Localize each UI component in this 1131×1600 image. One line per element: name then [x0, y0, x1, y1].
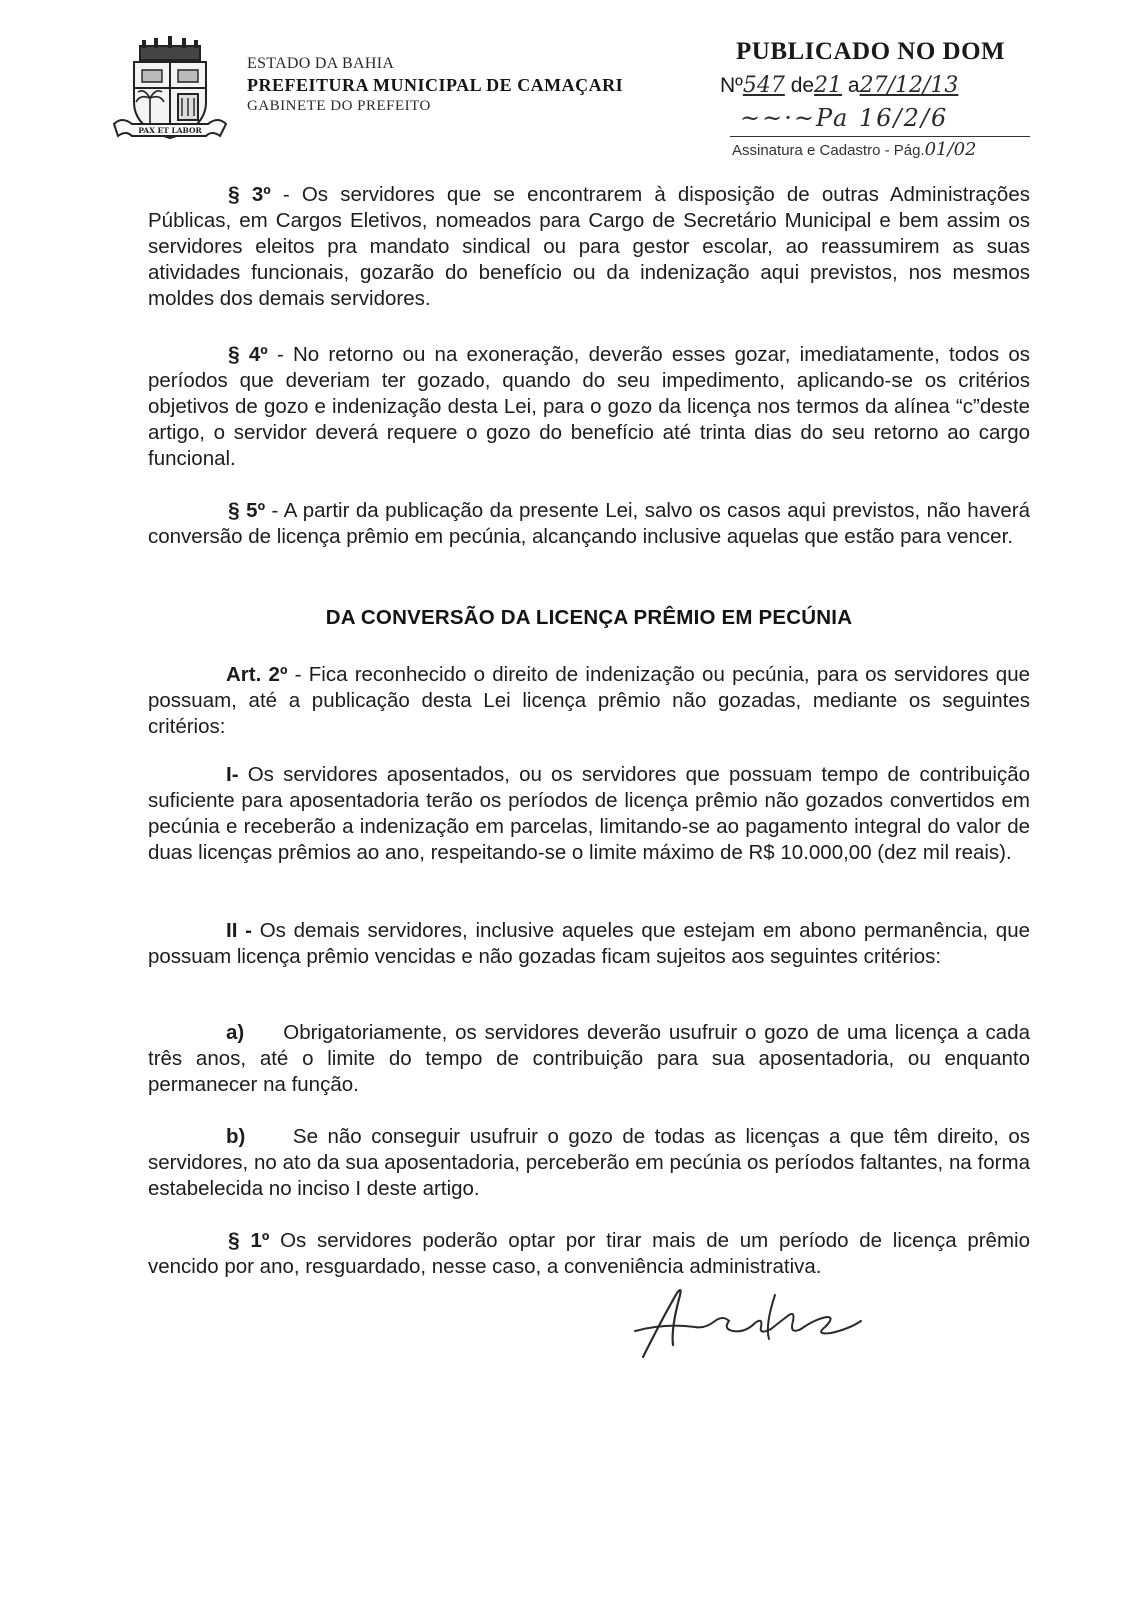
section-symbol: §	[228, 183, 240, 206]
stamp-date-from: 21	[814, 73, 843, 98]
crest-motto: PAX ET LABOR	[138, 126, 202, 135]
paragraph-1	[148, 1228, 1030, 1280]
stamp-signature-line	[732, 139, 976, 160]
handwritten-signature-icon	[625, 1285, 885, 1365]
stamp-date-to: 27/12/13	[859, 73, 959, 98]
section-symbol: §	[228, 1229, 240, 1252]
stamp-a-label: a	[847, 74, 860, 97]
section-symbol: §	[228, 343, 240, 366]
section-symbol: §	[228, 499, 240, 522]
paragraph-text: - A partir da publicação da presente Lei, salvo os casos aqui previstos, não haverá conversão de licença prêmio em pecúnia, alcançando inclusive aquelas que estão para vencer.	[148, 499, 1030, 548]
paragraph-text: Os servidores poderão optar por tirar mais de um período de licença prêmio vencido por ano, resguardado, nesse caso, a conveniência administrativa.	[148, 1229, 1030, 1278]
stamp-signature-rule	[730, 136, 1030, 137]
stamp-number-handwritten: 547	[742, 73, 785, 98]
alinea-b	[148, 1124, 1030, 1202]
alinea-text: Se não conseguir usufruir o gozo de todas as licenças a que têm direito, os servidores, no ato da sua aposentadoria, perceberão em pecúnia os períodos faltantes, na forma estabelecida no inciso I deste artigo.	[148, 1125, 1030, 1200]
inciso-2	[148, 918, 1030, 970]
paragraph-3	[148, 182, 1030, 312]
paragraph-5	[148, 498, 1030, 550]
paragraph-number: 4º	[248, 343, 268, 366]
paragraph-4	[148, 342, 1030, 472]
article-text: - Fica reconhecido o direito de indenização ou pecúnia, para os servidores que possuam, até a publicação desta Lei licença prêmio não gozadas, mediante os seguintes critérios:	[148, 663, 1030, 738]
stamp-number-line	[720, 73, 958, 98]
stamp-title: PUBLICADO NO DOM	[736, 38, 1006, 65]
stamp-page-handwritten: 01/02	[924, 139, 977, 160]
alinea-label: b)	[226, 1125, 246, 1148]
municipal-coat-of-arms-icon	[112, 36, 228, 148]
inciso-label: I-	[226, 763, 239, 786]
paragraph-number: 1º	[250, 1229, 270, 1252]
article-label: Art. 2º	[226, 663, 288, 686]
inciso-1	[148, 762, 1030, 866]
alinea-text: Obrigatoriamente, os servidores deverão usufruir o gozo de uma licença a cada três anos, até o limite do tempo de contribuição para sua aposentadoria, ou enquanto permanecer na função.	[148, 1021, 1030, 1096]
cabinet-name: GABINETE DO PREFEITO	[247, 98, 431, 114]
publication-stamp	[720, 36, 1036, 160]
article-2	[148, 662, 1030, 740]
stamp-signature-label: Assinatura e Cadastro - Pág.	[732, 142, 925, 159]
inciso-text: Os servidores aposentados, ou os servidores que possuam tempo de contribuição suficiente para aposentadoria terão os períodos de licença prêmio não gozados convertidos em pecúnia e receberão a indenização em parcelas, limitando-se ao pagamento integral do valor de duas licenças prêmios ao ano, respeitando-se o limite máximo de R$ 10.000,00 (dez mil reais).	[148, 763, 1030, 864]
inciso-text: Os demais servidores, inclusive aqueles que estejam em abono permanência, que possuam licença prêmio vencidas e não gozadas ficam sujeitos aos seguintes critérios:	[148, 919, 1030, 968]
stamp-number-label: Nº	[720, 74, 743, 97]
section-heading: DA CONVERSÃO DA LICENÇA PRÊMIO EM PECÚNIA	[325, 606, 853, 629]
paragraph-number: 3º	[251, 183, 271, 206]
letterhead	[247, 56, 623, 114]
state-name: ESTADO DA BAHIA	[247, 55, 395, 72]
stamp-de-label: de	[790, 74, 815, 97]
paragraph-number: 5º	[246, 499, 266, 522]
stamp-handwritten-row: ~~·~Pa 16/2/6	[740, 104, 949, 132]
alinea-a	[148, 1020, 1030, 1098]
alinea-label: a)	[226, 1021, 245, 1044]
inciso-label: II -	[226, 919, 252, 942]
paragraph-text: - No retorno ou na exoneração, deverão esses gozar, imediatamente, todos os períodos que deveriam ter gozado, quando do seu impedimento, aplicando-se os critérios objetivos de gozo e indenização desta Lei, para o gozo da licença nos termos da alínea “c”deste artigo, o servidor deverá requere o gozo do benefício até trinta dias do seu retorno ao cargo funcional.	[148, 343, 1030, 470]
paragraph-text: - Os servidores que se encontrarem à disposição de outras Administrações Públicas, em Cargos Eletivos, nomeados para Cargo de Secretário Municipal e bem assim os servidores eleitos pra mandato sindical ou para gestor escolar, ao reassumirem as suas atividades funcionais, gozarão do benefício ou da indenização aqui previstos, nos mesmos moldes dos demais servidores.	[148, 183, 1030, 310]
prefecture-name: PREFEITURA MUNICIPAL DE CAMAÇARI	[247, 75, 624, 95]
